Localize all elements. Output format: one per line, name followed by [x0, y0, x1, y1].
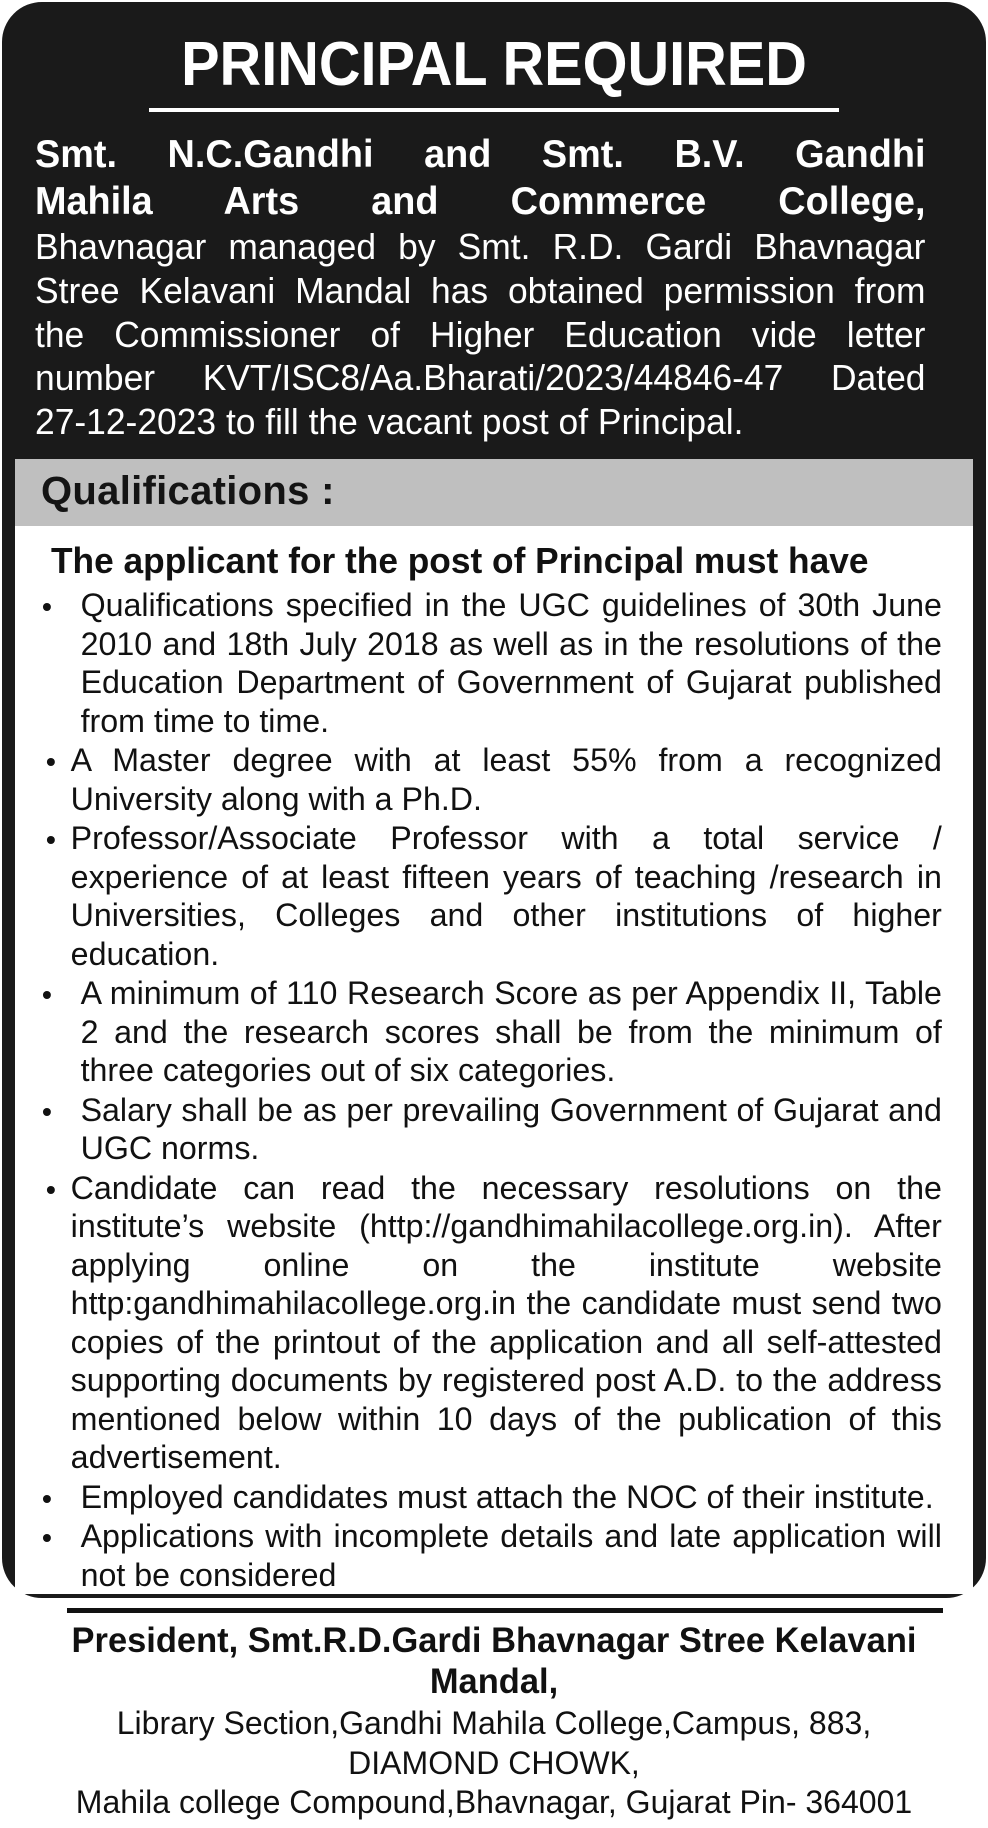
list-item	[39, 586, 942, 740]
footer-president-line: President, Smt.R.D.Gardi Bhavnagar Stree Kelavani Mandal,	[71, 1621, 917, 1701]
organization-name-line-2: Mahila Arts and Commerce College,	[35, 179, 926, 223]
bullet-icon	[43, 603, 51, 611]
requirement-text: Employed candidates must attach the NOC of their institute.	[80, 1478, 934, 1515]
organization-detail-line-3: the Commissioner of Higher Education vide letter	[35, 313, 926, 355]
organization-detail-line-4: number KVT/ISC8/Aa.Bharati/2023/44846-47 Dated	[35, 357, 926, 399]
bullet-icon	[43, 991, 51, 999]
list-item	[39, 741, 942, 818]
footer-address-line-2: Mahila college Compound,Bhavnagar, Gujarat Pin- 364001	[75, 1784, 913, 1821]
qualifications-heading: Qualifications :	[15, 459, 973, 526]
organization-name-line-1: Smt. N.C.Gandhi and Smt. B.V. Gandhi	[35, 133, 926, 177]
requirement-text: Salary shall be as per prevailing Government of Gujarat and UGC norms.	[80, 1091, 942, 1167]
requirement-text: A Master degree with at least 55% from a recognized University along with a Ph.D.	[70, 742, 942, 817]
page-title: PRINCIPAL REQUIRED	[181, 30, 807, 99]
organization-detail-line-2: Stree Kelavani Mandal has obtained permission from	[35, 270, 926, 312]
list-item	[39, 1169, 942, 1477]
requirement-text: Professor/Associate Professor with a total service / experience of at least fifteen years of teaching /research in Universities, Colleges and other institutions of higher education.	[70, 820, 942, 972]
list-item	[39, 819, 942, 973]
ad-frame	[2, 2, 986, 1821]
organization-detail-line-5: 27-12-2023 to fill the vacant post of Principal.	[35, 400, 744, 442]
lead-statement: The applicant for the post of Principal must have	[51, 540, 869, 582]
bullet-icon	[43, 1108, 51, 1116]
title-underline	[149, 108, 839, 112]
footer-address-line-1: Library Section,Gandhi Mahila College,Campus, 883, DIAMOND CHOWK,	[116, 1705, 872, 1781]
list-item	[39, 1517, 942, 1594]
requirements-list	[39, 586, 951, 1594]
requirement-text: Candidate can read the necessary resolutions on the institute’s website (http://gandhimahilacollege.org.in). After applying online on the institute website http:gandhimahilacollege.org.in the candidate must send two copies of the printout of the application and all self-attested supporting documents by registered post A.D. to the address mentioned below within 10 days of the publication of this advertisement.	[70, 1169, 942, 1476]
bullet-icon	[47, 836, 55, 844]
list-item	[39, 1091, 942, 1168]
ad-body	[15, 526, 973, 1594]
requirement-text: Qualifications specified in the UGC guidelines of 30th June 2010 and 18th July 2018 as well as in the resolutions of the Education Department of Government of Gujarat published from time to time.	[80, 587, 942, 739]
list-item	[39, 1478, 942, 1517]
ad-footer	[15, 1608, 973, 1828]
requirement-text: A minimum of 110 Research Score as per Appendix II, Table 2 and the research scores shall be from the minimum of three categories out of six categories.	[80, 975, 942, 1089]
footer-divider	[67, 1608, 943, 1613]
bullet-icon	[43, 1534, 51, 1542]
bullet-icon	[47, 1186, 55, 1194]
bullet-icon	[47, 758, 55, 766]
organization-detail-line-1: Bhavnagar managed by Smt. R.D. Gardi Bhavnagar	[35, 226, 926, 268]
ad-header	[15, 15, 973, 459]
bullet-icon	[43, 1495, 51, 1503]
requirement-text: Applications with incomplete details and late application will not be considered	[80, 1518, 942, 1593]
list-item	[39, 974, 942, 1090]
organization-block	[35, 132, 925, 443]
